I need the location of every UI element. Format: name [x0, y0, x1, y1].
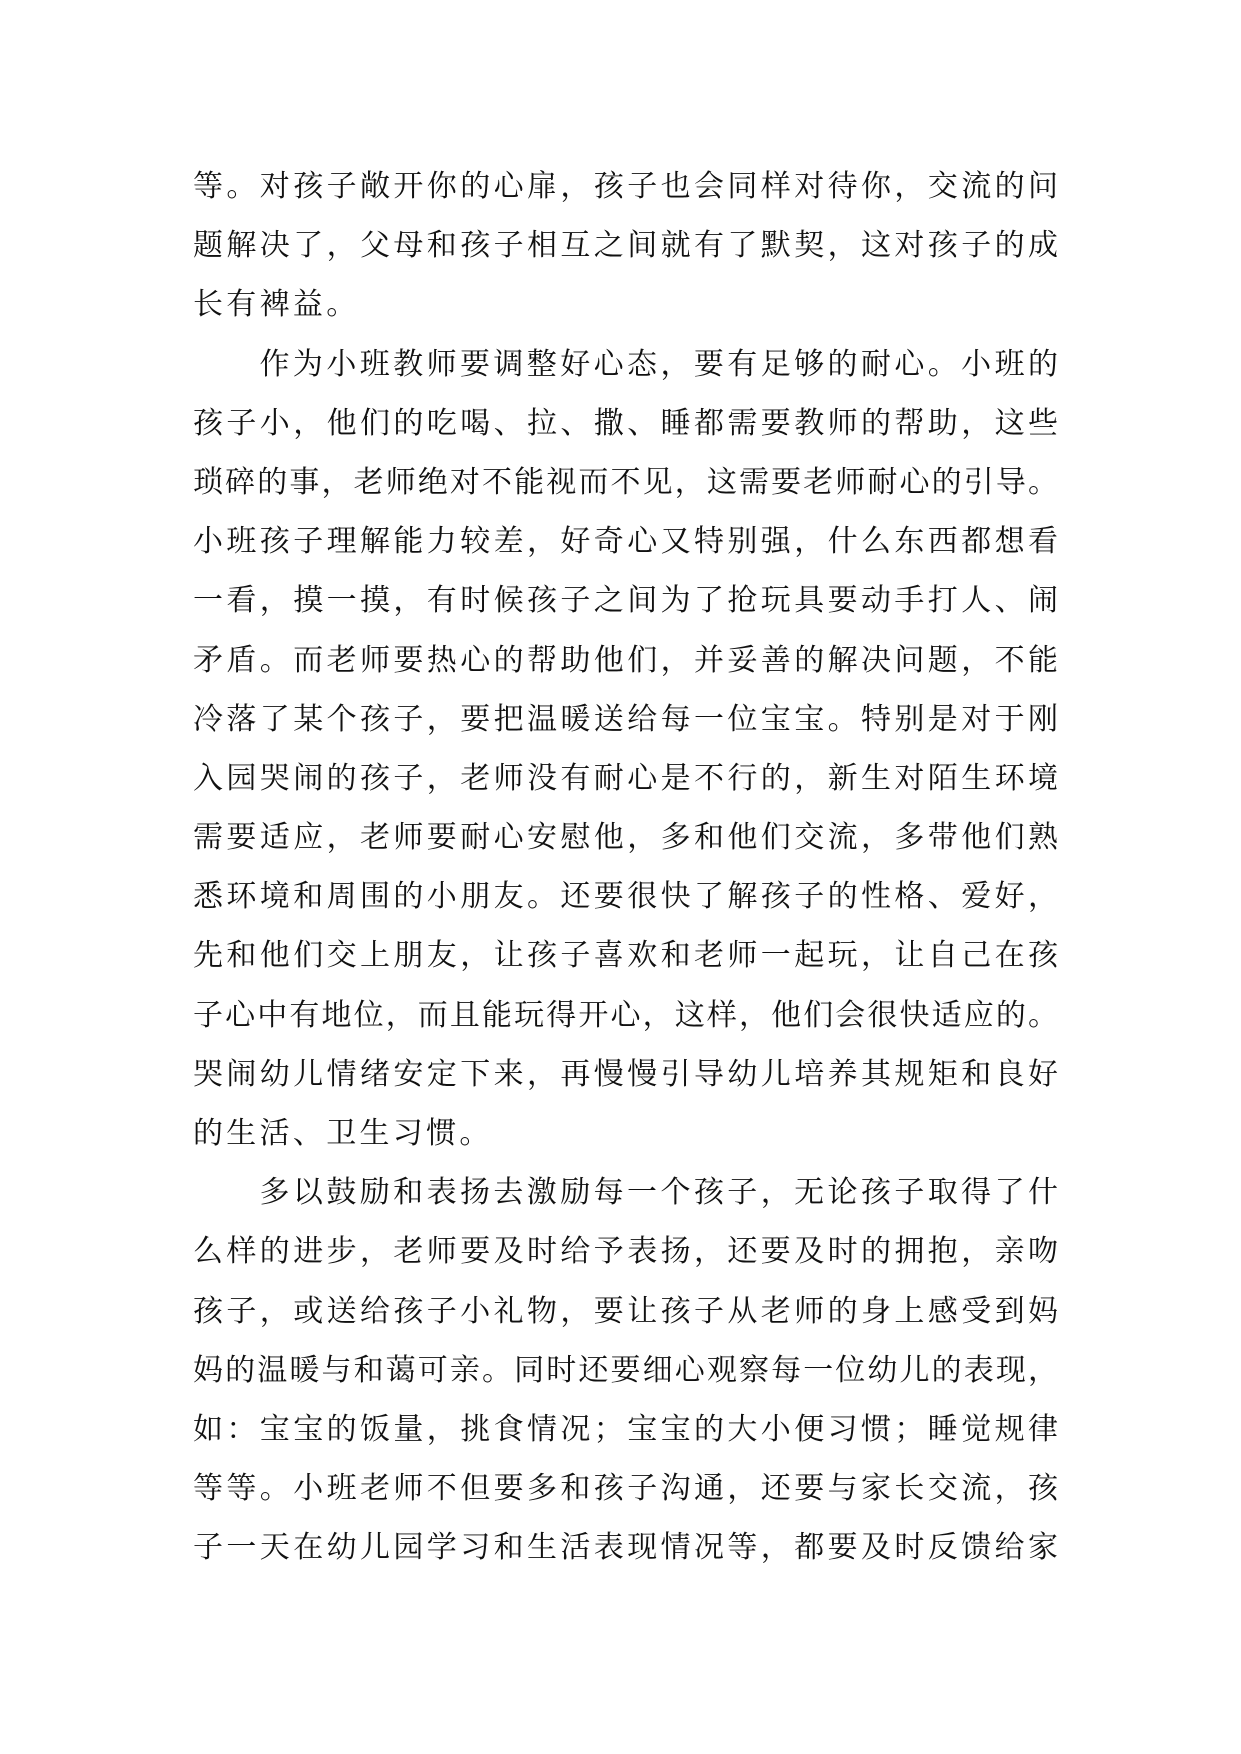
text-line: 如：宝宝的饭量，挑食情况；宝宝的大小便习惯；睡觉规律	[193, 1411, 1058, 1447]
text-line: 等等。小班老师不但要多和孩子沟通，还要与家长交流，孩	[193, 1471, 1058, 1507]
document-body	[193, 157, 1058, 1578]
text-line: 入园哭闹的孩子，老师没有耐心是不行的，新生对陌生环境	[193, 760, 1058, 796]
text-line: 子一天在幼儿园学习和生活表现情况等，都要及时反馈给家	[193, 1530, 1058, 1566]
text-line: 冷落了某个孩子，要把温暖送给每一位宝宝。特别是对于刚	[193, 701, 1058, 737]
paragraph	[193, 157, 1058, 335]
text-line: 子心中有地位，而且能玩得开心，这样，他们会很快适应的。	[193, 997, 1058, 1033]
text-line: 的生活、卫生习惯。	[193, 1116, 493, 1151]
paragraph	[193, 1163, 1058, 1577]
text-line: 琐碎的事，老师绝对不能视而不见，这需要老师耐心的引导。	[193, 464, 1058, 500]
text-line: 作为小班教师要调整好心态，要有足够的耐心。小班的	[259, 346, 1058, 382]
text-line: 孩子小，他们的吃喝、拉、撒、睡都需要教师的帮助，这些	[193, 405, 1058, 441]
text-line: 小班孩子理解能力较差，好奇心又特别强，什么东西都想看	[193, 524, 1058, 560]
text-line: 等。对孩子敞开你的心扉，孩子也会同样对待你，交流的问	[193, 169, 1058, 204]
text-line: 多以鼓励和表扬去激励每一个孩子，无论孩子取得了什	[259, 1175, 1058, 1211]
text-line: 孩子，或送给孩子小礼物，要让孩子从老师的身上感受到妈	[193, 1293, 1058, 1329]
text-line: 一看，摸一摸，有时候孩子之间为了抢玩具要动手打人、闹	[193, 583, 1058, 619]
text-line: 么样的进步，老师要及时给予表扬，还要及时的拥抱，亲吻	[193, 1234, 1058, 1270]
text-line: 哭闹幼儿情绪安定下来，再慢慢引导幼儿培养其规矩和良好	[193, 1056, 1058, 1092]
paragraph	[193, 335, 1058, 1164]
text-line: 长有裨益。	[193, 287, 360, 323]
text-line: 悉环境和周围的小朋友。还要很快了解孩子的性格、爱好，	[193, 879, 1058, 915]
text-line: 妈的温暖与和蔼可亲。同时还要细心观察每一位幼儿的表现，	[193, 1352, 1058, 1388]
text-line: 先和他们交上朋友，让孩子喜欢和老师一起玩，让自己在孩	[193, 938, 1058, 974]
text-line: 矛盾。而老师要热心的帮助他们，并妥善的解决问题，不能	[193, 642, 1058, 678]
text-line: 题解决了，父母和孩子相互之间就有了默契，这对孩子的成	[193, 228, 1058, 264]
text-line: 需要适应，老师要耐心安慰他，多和他们交流，多带他们熟	[193, 820, 1058, 856]
